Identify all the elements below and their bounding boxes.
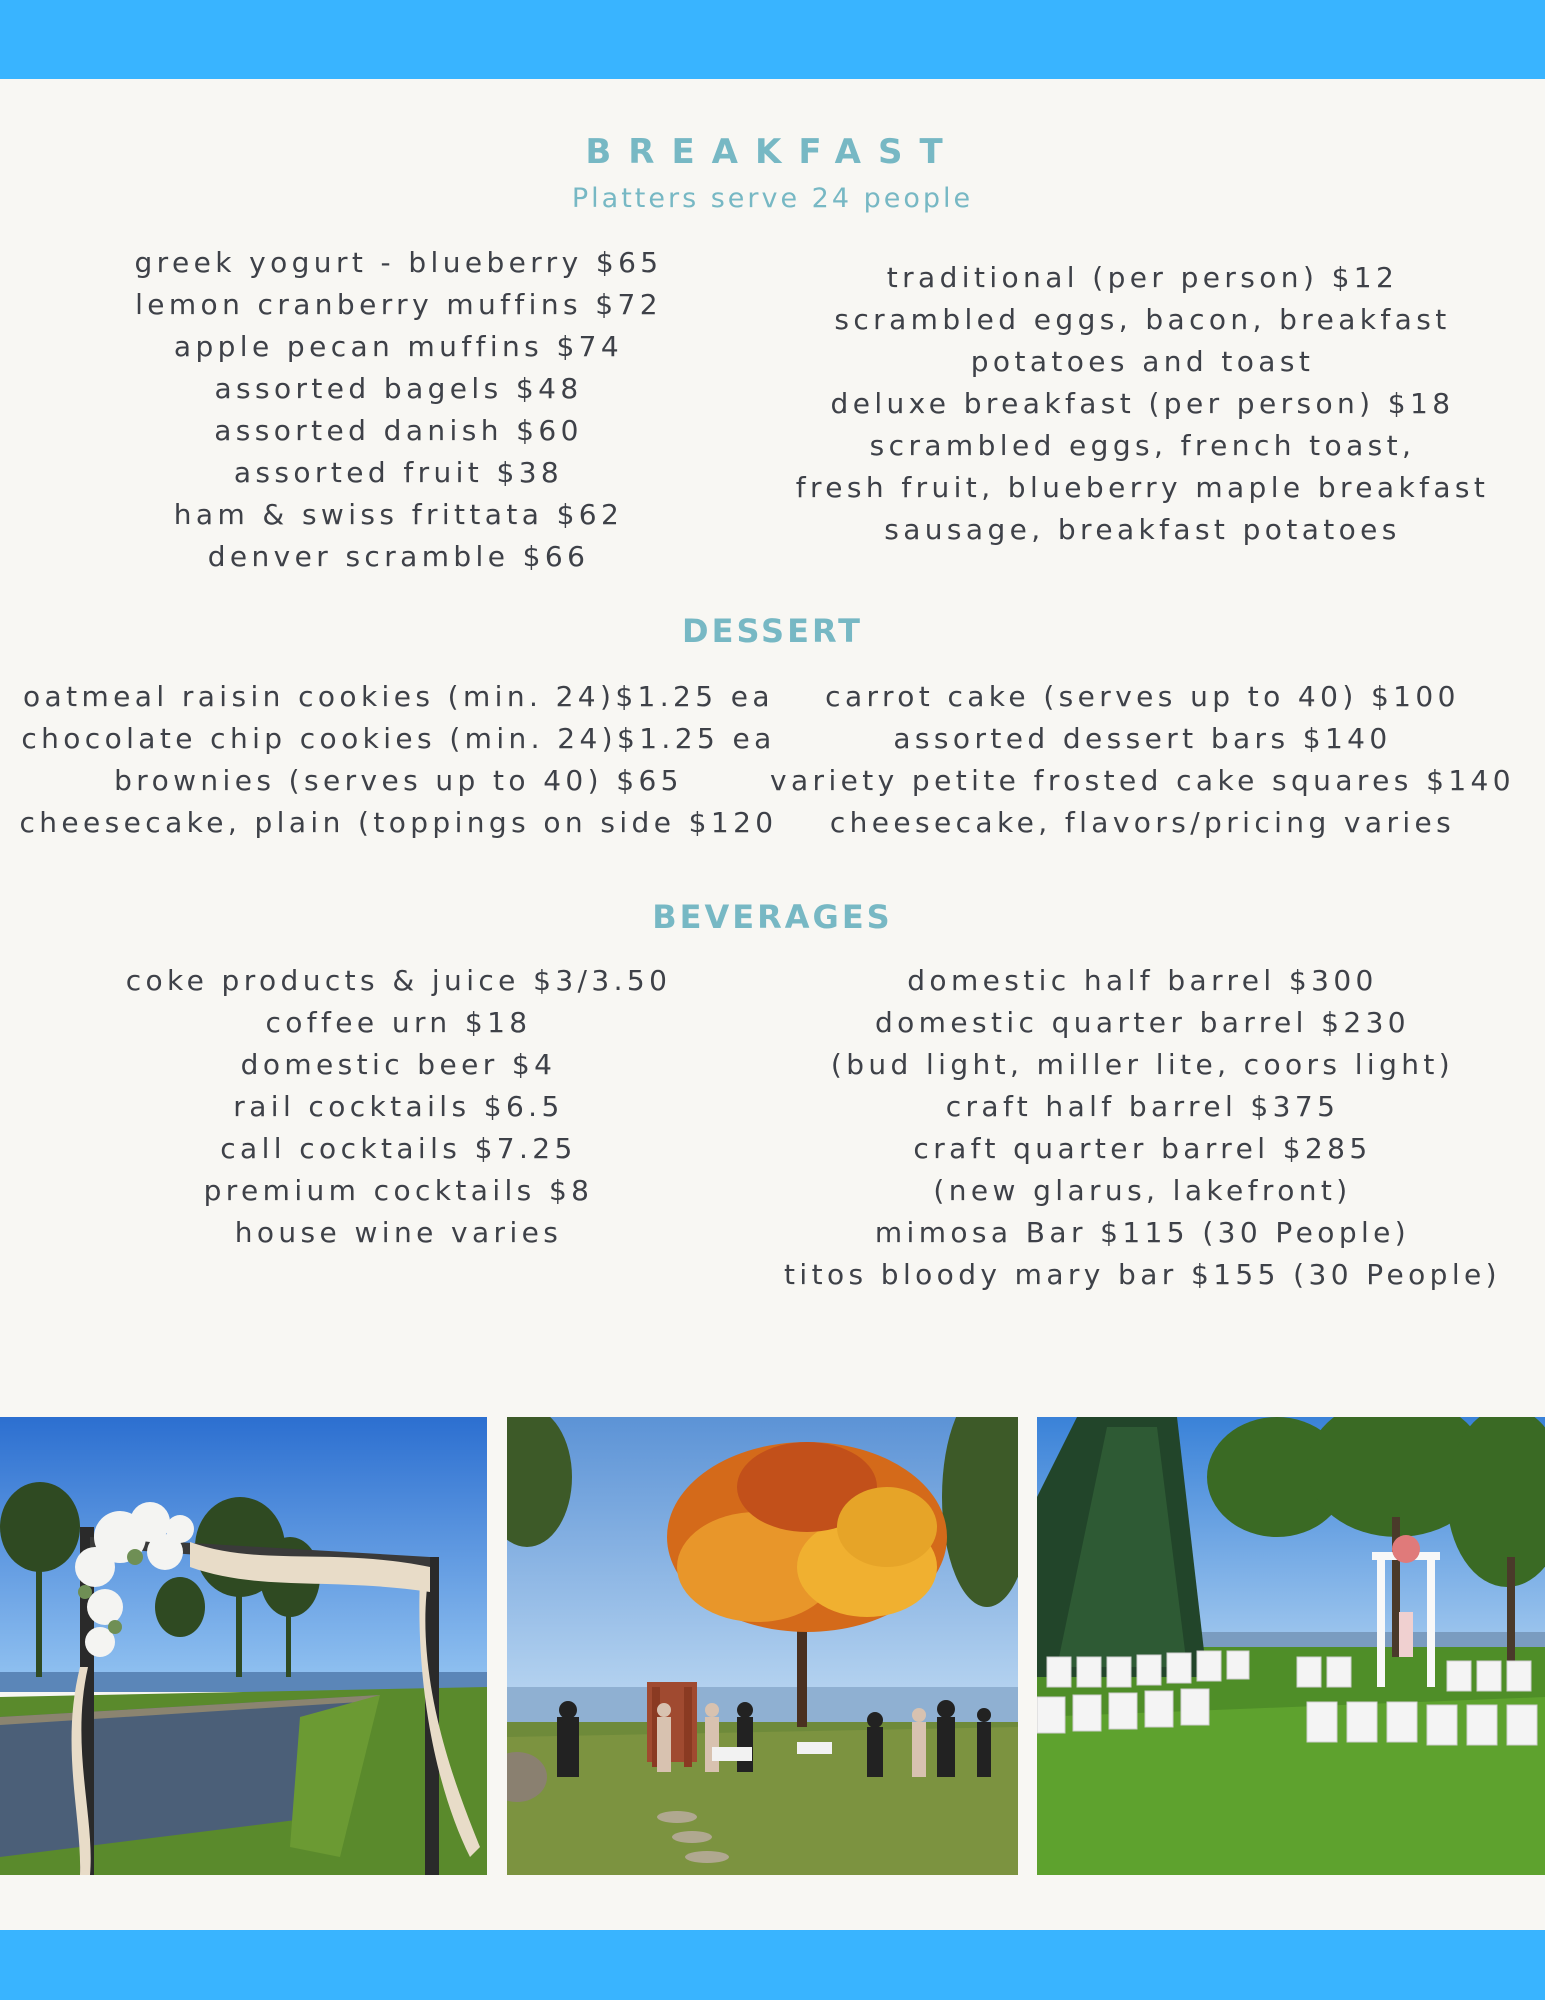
list-item: apple pecan muffins $74 <box>173 330 624 363</box>
list-item: potatoes and toast <box>970 345 1315 378</box>
beverages-list-left <box>0 960 797 1254</box>
list-item: (bud light, miller lite, coors light) <box>830 1048 1455 1081</box>
list-item: coffee urn $18 <box>265 1006 532 1039</box>
breakfast-heading: BREAKFAST <box>585 132 960 172</box>
list-item: oatmeal raisin cookies (min. 24)$1.25 ea <box>23 680 774 713</box>
list-item: titos bloody mary bar $155 (30 People) <box>784 1258 1501 1291</box>
list-item: domestic half barrel $300 <box>907 964 1378 997</box>
list-item: brownies (serves up to 40) $65 <box>114 764 683 797</box>
list-item: mimosa Bar $115 (30 People) <box>874 1216 1411 1249</box>
dessert-heading: DESSERT <box>682 612 863 650</box>
list-item: ham & swiss frittata $62 <box>173 498 624 531</box>
breakfast-list-left <box>0 242 797 578</box>
list-item: carrot cake (serves up to 40) $100 <box>825 680 1460 713</box>
list-item: greek yogurt - blueberry $65 <box>134 246 663 279</box>
list-item: assorted dessert bars $140 <box>893 722 1392 755</box>
wedding-arch-by-water-photo <box>0 1417 487 1875</box>
breakfast-list-right <box>760 257 1525 551</box>
list-item: sausage, breakfast potatoes <box>884 513 1401 546</box>
list-item: rail cocktails $6.5 <box>233 1090 564 1123</box>
list-item: scrambled eggs, bacon, breakfast <box>834 303 1451 336</box>
list-item: craft quarter barrel $285 <box>913 1132 1372 1165</box>
list-item: coke products & juice $3/3.50 <box>125 964 672 997</box>
list-item: scrambled eggs, french toast, <box>869 429 1416 462</box>
list-item: domestic quarter barrel $230 <box>874 1006 1411 1039</box>
list-item: chocolate chip cookies (min. 24)$1.25 ea <box>21 722 776 755</box>
list-item: lemon cranberry muffins $72 <box>135 288 662 321</box>
beverages-heading: BEVERAGES <box>652 898 893 936</box>
list-item: fresh fruit, blueberry maple breakfast <box>795 471 1490 504</box>
list-item: craft half barrel $375 <box>945 1090 1340 1123</box>
list-item: domestic beer $4 <box>240 1048 557 1081</box>
list-item: cheesecake, flavors/pricing varies <box>829 806 1456 839</box>
list-item: assorted fruit $38 <box>233 456 564 489</box>
list-item: denver scramble $66 <box>207 540 590 573</box>
list-item: deluxe breakfast (per person) $18 <box>830 387 1455 420</box>
list-item: premium cocktails $8 <box>203 1174 594 1207</box>
list-item: assorted bagels $48 <box>214 372 583 405</box>
beverages-list-right <box>760 960 1525 1296</box>
list-item: traditional (per person) $12 <box>886 261 1399 294</box>
list-item: house wine varies <box>234 1216 563 1249</box>
top-banner <box>0 0 1545 79</box>
bottom-banner <box>0 1930 1545 2000</box>
autumn-tree-ceremony-photo <box>507 1417 1018 1875</box>
white-chairs-lawn-photo <box>1037 1417 1545 1875</box>
list-item: (new glarus, lakefront) <box>933 1174 1352 1207</box>
list-item: variety petite frosted cake squares $140 <box>770 764 1515 797</box>
breakfast-subtitle: Platters serve 24 people <box>571 183 974 214</box>
list-item: call cocktails $7.25 <box>220 1132 577 1165</box>
list-item: assorted danish $60 <box>214 414 583 447</box>
dessert-list-left <box>0 676 797 844</box>
list-item: cheesecake, plain (toppings on side $120 <box>19 806 778 839</box>
dessert-list-right <box>760 676 1525 844</box>
